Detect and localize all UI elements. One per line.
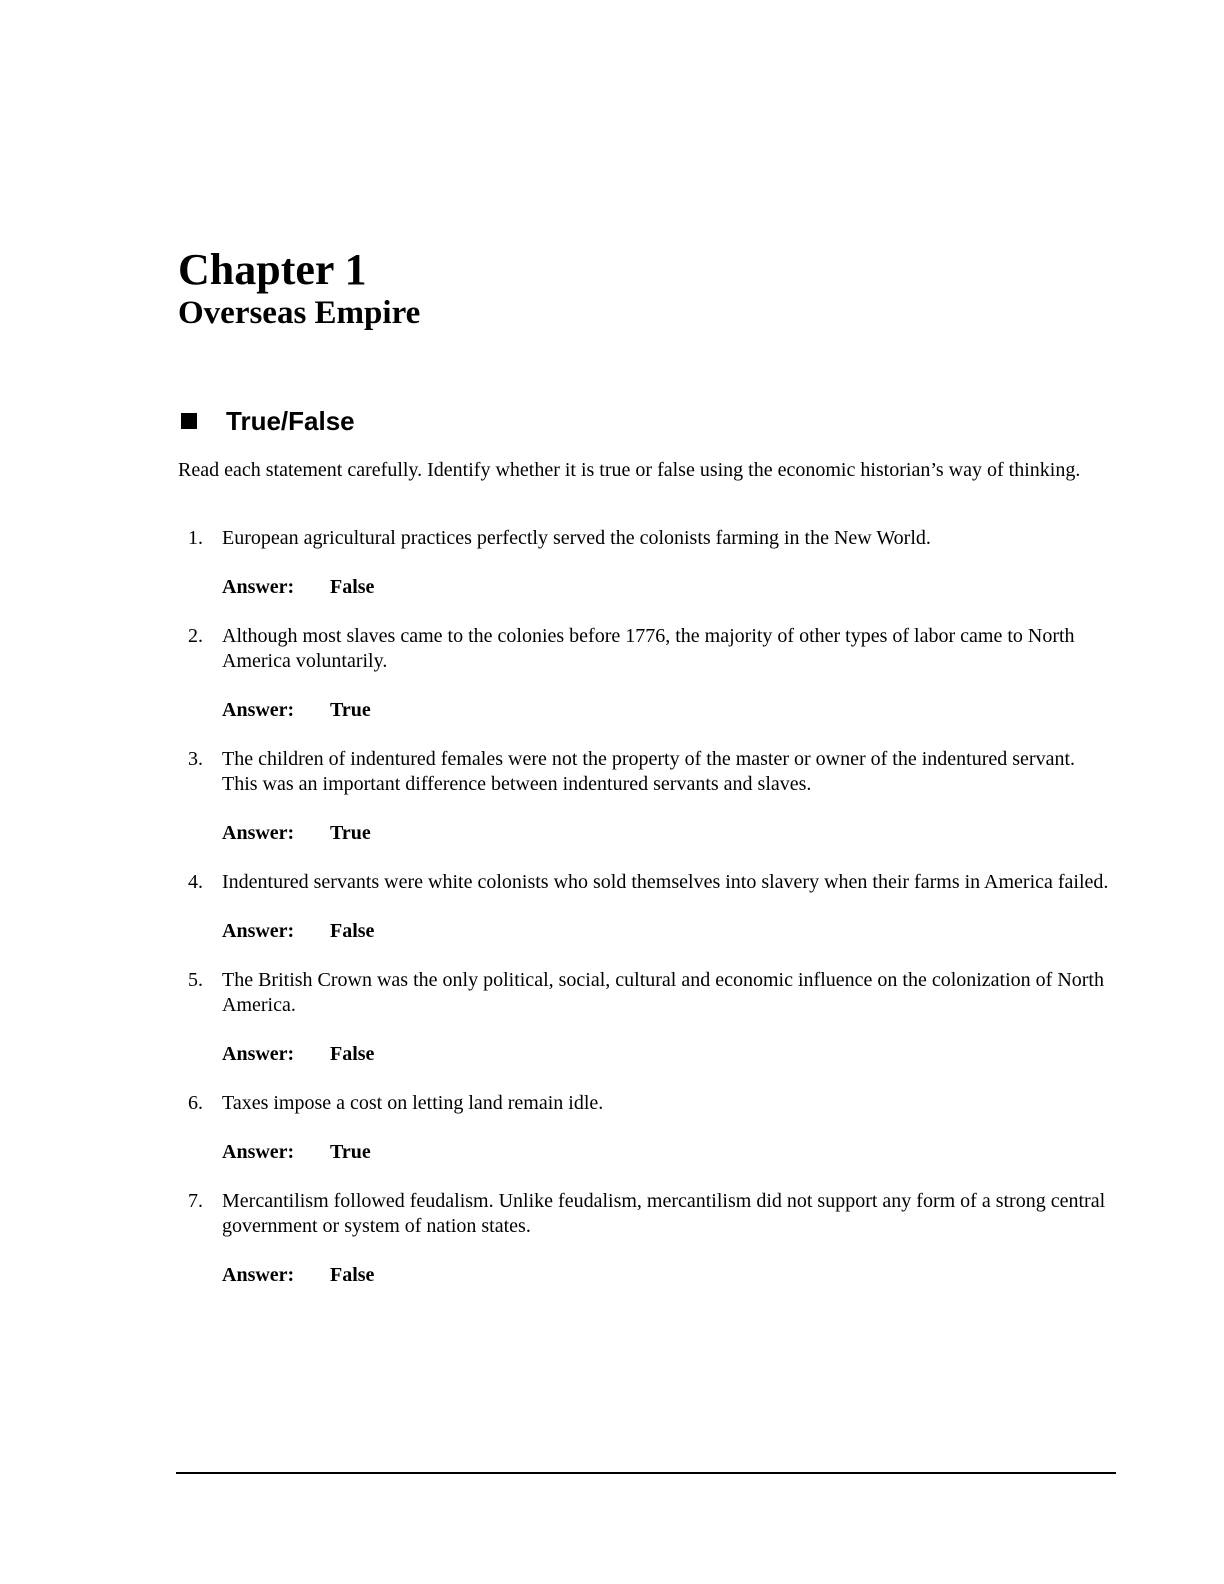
question-list: [178, 526, 1116, 1312]
question-item: [178, 870, 1116, 944]
question-item: [178, 624, 1116, 723]
chapter-subtitle: Overseas Empire: [178, 295, 421, 331]
question-text: Indentured servants were white colonists who sold themselves into slavery when their farms in America failed.: [222, 871, 1109, 893]
answer-value: True: [330, 699, 371, 721]
answer-label: Answer:: [222, 1141, 295, 1163]
answer-value: False: [330, 1043, 375, 1065]
question-item: [178, 968, 1116, 1067]
question-item: [178, 1189, 1116, 1288]
answer-row: [222, 821, 1116, 846]
section-heading: [178, 404, 355, 438]
answer-label: Answer:: [222, 576, 295, 598]
answer-row: [222, 575, 1116, 600]
question-text: The children of indentured females were not the property of the master or owner of the indentured servant. This was an important difference between indentured servants and slaves.: [222, 748, 1076, 795]
footer-divider: [176, 1472, 1116, 1474]
answer-row: [222, 698, 1116, 723]
question-number: 7.: [188, 1190, 203, 1212]
answer-value: True: [330, 1141, 371, 1163]
chapter-title: Chapter 1: [178, 245, 367, 294]
answer-label: Answer:: [222, 920, 295, 942]
question-number: 4.: [188, 871, 203, 893]
answer-value: True: [330, 822, 371, 844]
question-item: [178, 747, 1116, 846]
question-text: Although most slaves came to the colonies before 1776, the majority of other types of labor came to North America voluntarily.: [222, 625, 1075, 672]
section-heading-label: True/False: [226, 406, 355, 436]
answer-row: [222, 1042, 1116, 1067]
question-item: [178, 526, 1116, 600]
answer-row: [222, 1263, 1116, 1288]
question-text: Mercantilism followed feudalism. Unlike feudalism, mercantilism did not support any form of a strong central government or system of nation states.: [222, 1190, 1106, 1237]
question-text: European agricultural practices perfectly served the colonists farming in the New World.: [222, 527, 931, 549]
answer-value: False: [330, 576, 375, 598]
square-bullet-icon: [181, 413, 197, 429]
answer-label: Answer:: [222, 822, 295, 844]
answer-label: Answer:: [222, 1043, 295, 1065]
question-number: 6.: [188, 1092, 203, 1114]
question-number: 3.: [188, 748, 203, 770]
answer-label: Answer:: [222, 1264, 295, 1286]
question-text: The British Crown was the only political, social, cultural and economic influence on the colonization of North America.: [222, 969, 1104, 1016]
answer-value: False: [330, 1264, 375, 1286]
answer-value: False: [330, 920, 375, 942]
question-number: 1.: [188, 527, 203, 549]
question-number: 5.: [188, 969, 203, 991]
answer-label: Answer:: [222, 699, 295, 721]
answer-row: [222, 1140, 1116, 1165]
question-text: Taxes impose a cost on letting land remain idle.: [222, 1092, 604, 1114]
instructions-text: Read each statement carefully. Identify whether it is true or false using the economic historian’s way of thinking.: [178, 459, 1081, 481]
question-item: [178, 1091, 1116, 1165]
answer-row: [222, 919, 1116, 944]
question-number: 2.: [188, 625, 203, 647]
